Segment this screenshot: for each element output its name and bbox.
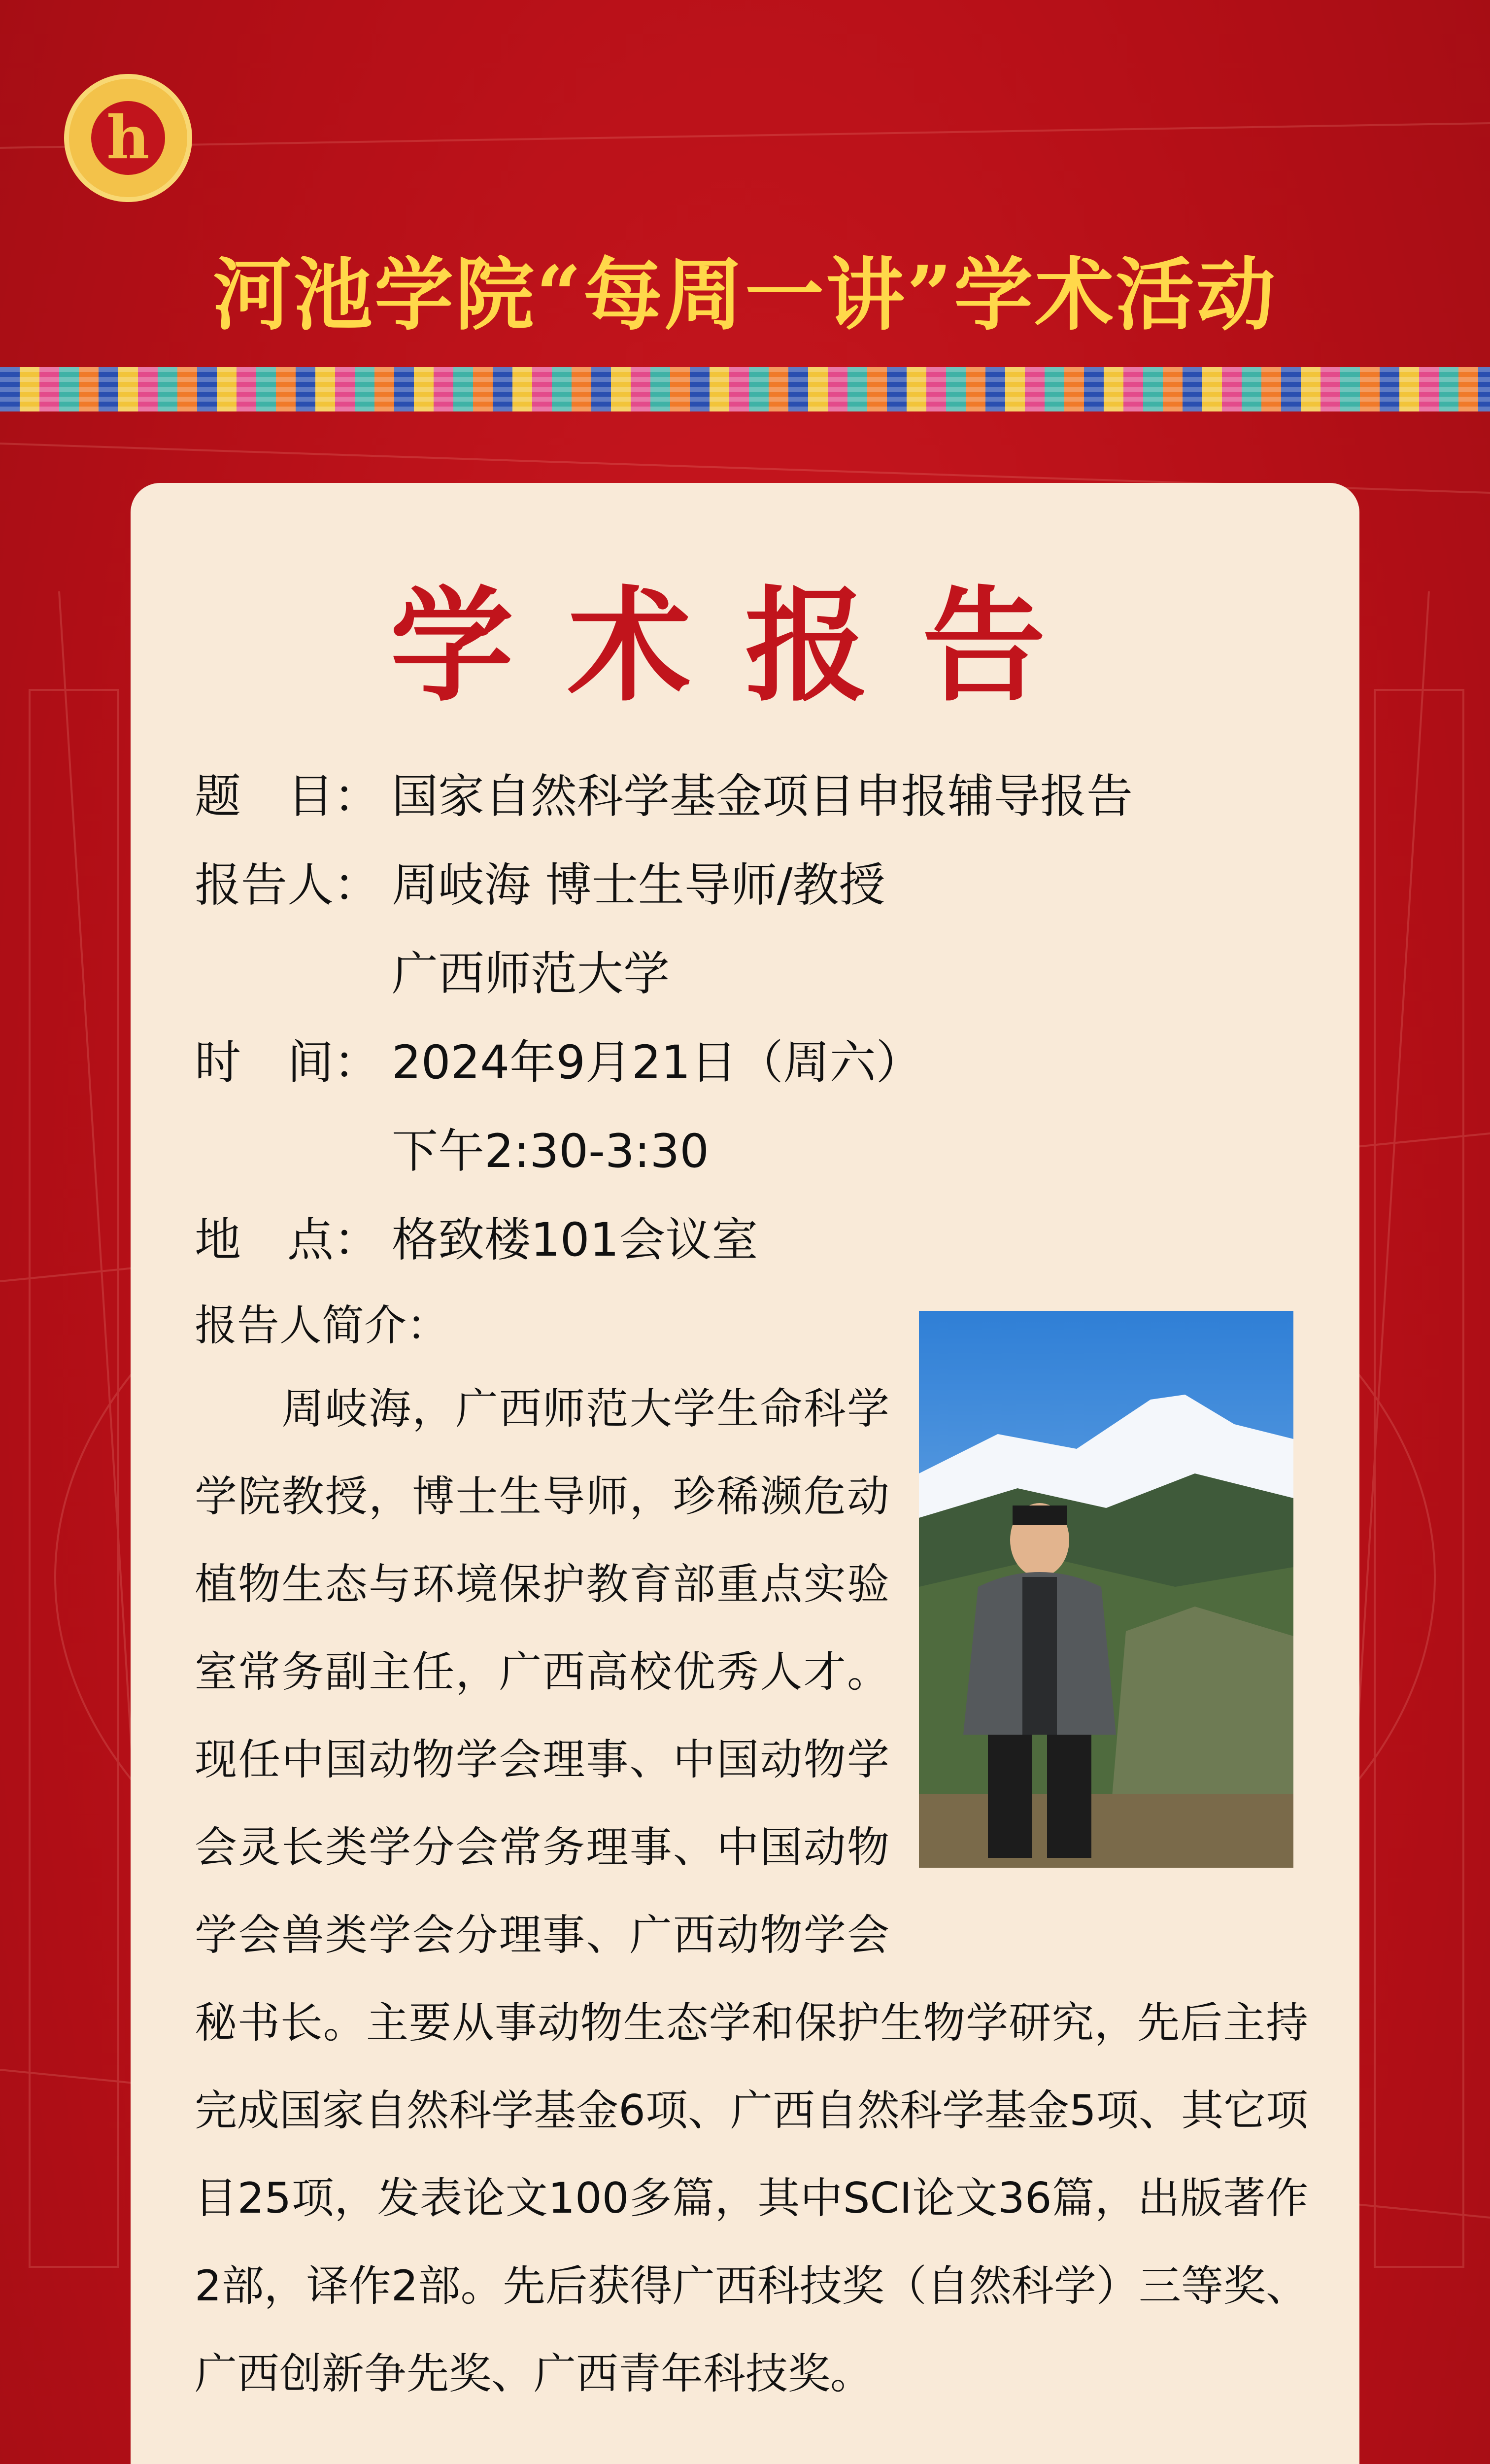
time-label: 时 间：: [195, 1036, 380, 1090]
topic-value: 国家自然科学基金项目申报辅导报告: [392, 770, 1133, 823]
time-row: [195, 1025, 922, 1092]
speaker-value: 周岐海 博士生导师/教授: [392, 858, 885, 912]
topic-row: [195, 759, 1133, 825]
speaker-label: 报告人：: [195, 858, 380, 912]
speaker-row: [195, 848, 885, 914]
logo-emblem: h: [91, 101, 165, 175]
time-hours-row: [195, 1114, 709, 1180]
speaker-affiliation-row: [195, 936, 670, 1003]
speaker-bio-text: 周岐海，广西师范大学生命科学学院教授，博士生导师，珍稀濒危动植物生态与环境保护教育部重点实验室常务副主任，广西高校优秀人才。现任中国动物学会理事、中国动物学会灵长类学分会常务理事、中国动物学会兽类学会分理事、广西动物学会秘书长。主要从事动物生态学和保护生物学研究，先后主持完成国家自然科学基金6项、广西自然科学基金5项、其它项目25项，发表论文100多篇，其中SCI论文36篇，出版著作2部，译作2部。先后获得广西科技奖（自然科学）三等奖、广西创新争先奖、广西青年科技奖。: [195, 1384, 1308, 2398]
speaker-affiliation: 广西师范大学: [392, 947, 670, 1001]
place-row: [195, 1202, 758, 1269]
topic-label: 题 目：: [195, 770, 380, 823]
place-value: 格致楼101会议室: [392, 1213, 758, 1267]
time-hours: 下午2:30-3:30: [392, 1125, 710, 1178]
place-label: 地 点：: [195, 1213, 380, 1267]
college-logo: [64, 74, 192, 202]
decorative-ribbon: [0, 367, 1490, 411]
speaker-bio: [195, 1365, 1308, 2418]
report-card: [131, 483, 1359, 2464]
event-series-title: 河池学院“每周一讲”学术活动: [212, 248, 1278, 341]
time-date: 2024年9月21日（周六）: [392, 1036, 922, 1090]
intro-heading: 报告人简介：: [195, 1301, 449, 1350]
photo-spacer: [889, 1365, 1308, 1922]
report-title: 学术报告: [390, 573, 1100, 718]
